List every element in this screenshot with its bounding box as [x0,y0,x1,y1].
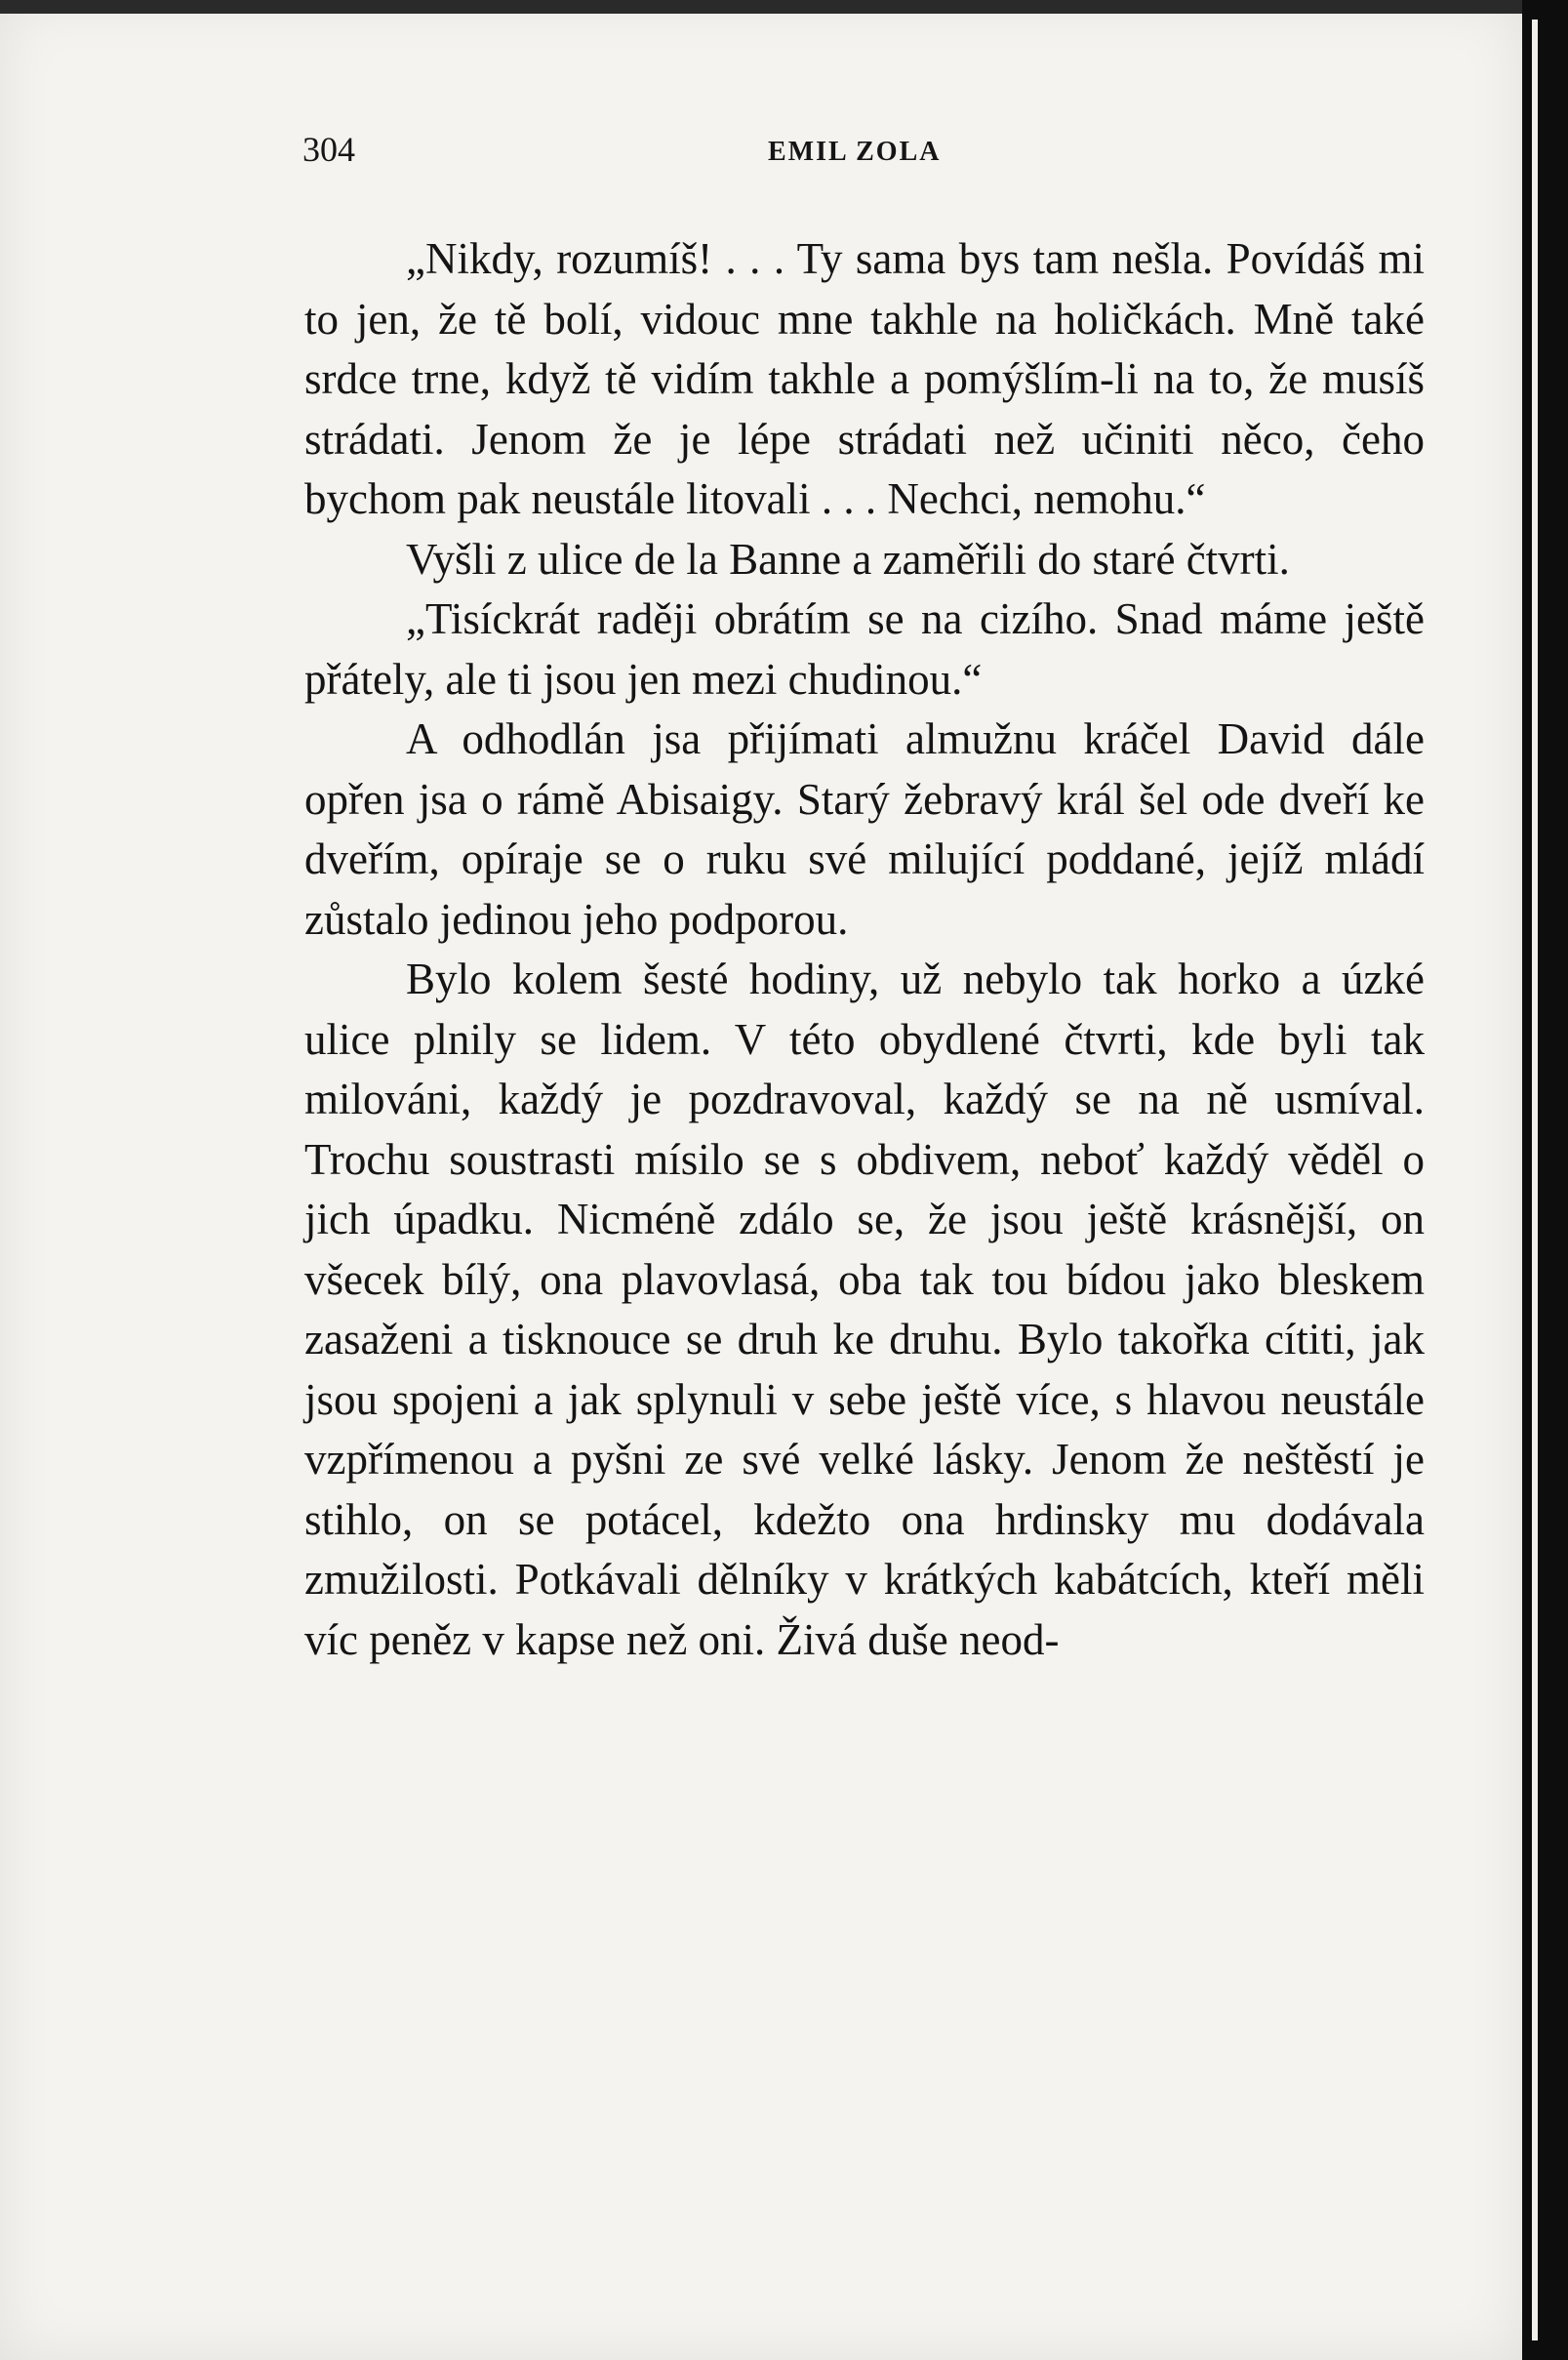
scan-right-edge [1522,0,1568,2360]
paragraph: Vyšli z ulice de la Banne a zaměřili do staré čtvrti. [406,534,1290,584]
scan-edge-line [1532,20,1538,2340]
scan-top-shadow [0,0,1522,14]
running-head: EMIL ZOLA [768,137,942,167]
paragraph: Bylo kolem šesté hodiny, už nebylo tak horko a úzké ulice plnily se lidem. V této obydlené čtvrti, kde byli tak milováni, každý je pozdravoval, každý se na ně usmíval. Trochu soustrasti mísilo se s obdivem, neboť každý věděl o jich úpadku. Nicméně zdálo se, že jsou ještě krásnější, on všecek bílý, ona plavovlasá, oba tak tou bídou jako bleskem zasaženi a tisknouce se druh ke druhu. Bylo takořka cítiti, jak jsou spojeni a jak splynuli v sebe ještě více, s hlavou neustále vzpřímenou a pyšni ze své velké lásky. Jenom že neštěstí je stihlo, on se potácel, kdežto ona hrdinsky mu dodávala zmužilosti. Potkávali dělníky v krátkých kabátcích, kteří měli víc peněz v kapse než oni. Živá duše neod- [304,955,1425,1664]
page-header [302,129,1434,178]
paragraph: „Tisíckrát raději obrátím se na cizího. Snad máme ještě přátely, ale ti jsou jen mezi chudinou.“ [304,594,1425,704]
paragraph: A odhodlán jsa přijímati almužnu kráčel David dále opřen jsa o rámě Abisaigy. Starý žebravý král šel ode dveří ke dveřím, opíraje se o ruku své milující poddané, jejíž mládí zůstalo jedinou jeho podporou. [304,714,1425,944]
body-text [304,229,1425,1670]
page-number: 304 [302,130,355,169]
paragraph: „Nikdy, rozumíš! . . . Ty sama bys tam nešla. Povídáš mi to jen, že tě bolí, vidouc mne takhle na holičkách. Mně také srdce trne, když tě vidím takhle a pomýšlím-li na to, že musíš strádati. Jenom že je lépe strádati než učiniti něco, čeho bychom pak neustále litovali . . . Nechci, nemohu.“ [304,234,1425,523]
